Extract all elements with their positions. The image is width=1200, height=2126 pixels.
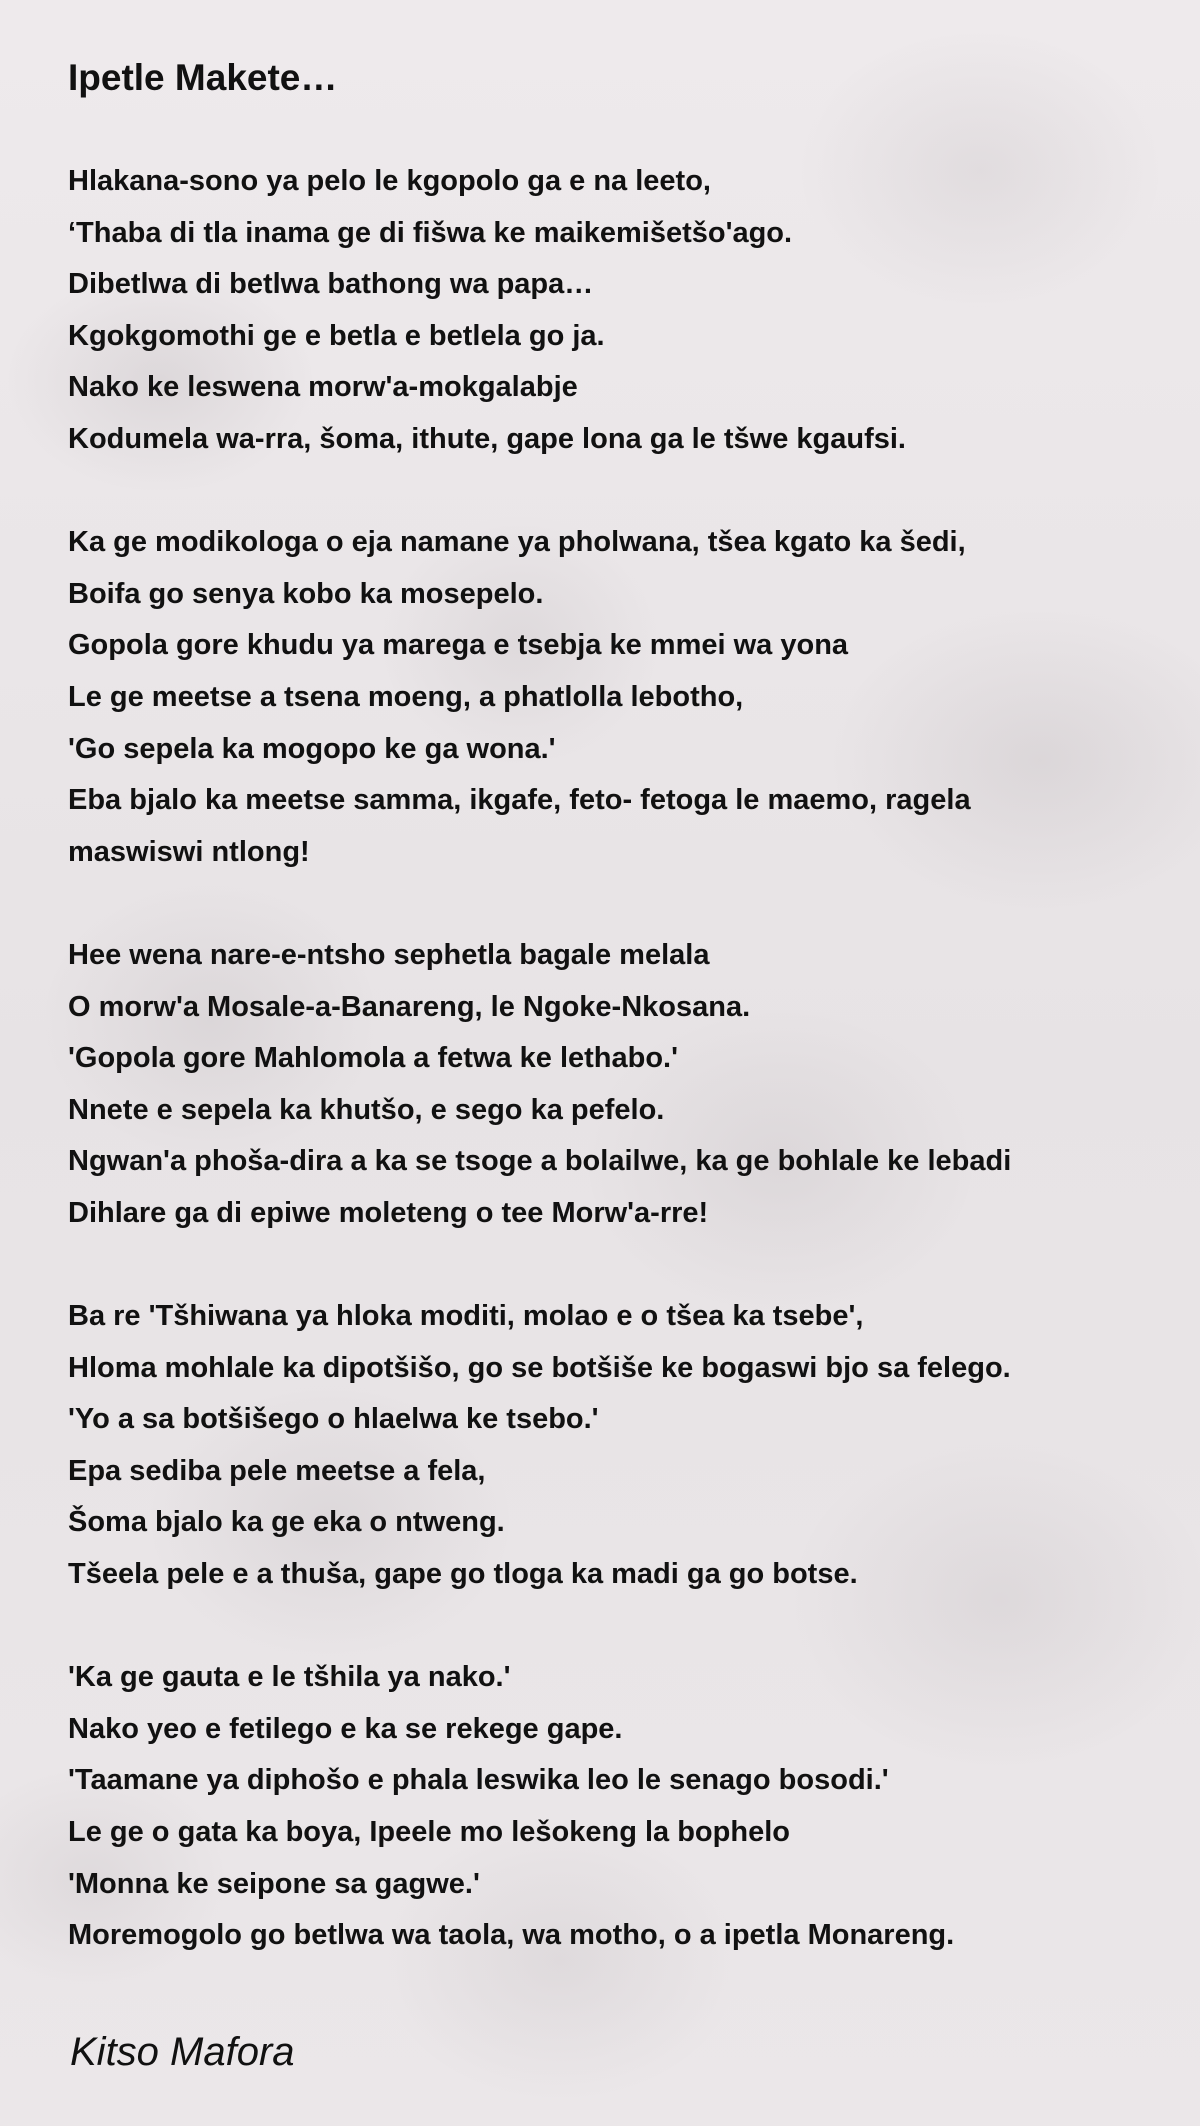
poem-line: Epa sediba pele meetse a fela, (68, 1454, 486, 1487)
poem-line: Eba bjalo ka meetse samma, ikgafe, feto- fetoga le maemo, ragela (68, 784, 971, 817)
poem-line: Le ge o gata ka boya, Ipeele mo lešokeng la bophelo (68, 1816, 790, 1848)
poem-line: Moremogolo go betlwa wa taola, wa motho, o a ipetla Monareng. (68, 1919, 955, 1952)
poem-line: Ngwan'a phoša-dira a ka se tsoge a bolailwe, ka ge bohlale ke lebadi (68, 1145, 1012, 1178)
poem-line: 'Ka ge gauta e le tšhila ya nako.' (68, 1661, 511, 1694)
poem-line: Ka ge modikologa o eja namane ya pholwana, tšea kgato ka šedi, (68, 526, 966, 559)
stanza-4 (68, 1291, 1168, 1601)
poem-line: Gopola gore khudu ya marega e tsebja ke mmei wa yona (68, 629, 849, 662)
poem-line: Boifa go senya kobo ka mosepelo. (68, 577, 544, 610)
stanza-3 (68, 930, 1168, 1240)
poem (68, 52, 1168, 2013)
poem-line: Kodumela wa-rra, šoma, ithute, gape lona ga le tšwe kgaufsi. (68, 422, 906, 455)
poem-line: O morw'a Mosale-a-Banareng, le Ngoke-Nkosana. (68, 990, 751, 1023)
poem-line: 'Gopola gore Mahlomola a fetwa ke lethabo.' (68, 1042, 679, 1075)
poem-line: Tšeela pele e a thuša, gape go tloga ka madi ga go botse. (68, 1558, 858, 1591)
poem-line: Ba re 'Tšhiwana ya hloka moditi, molao e o tšea ka tsebe', (68, 1300, 864, 1333)
poem-line: Kgokgomothi ge e betla e betlela go ja. (68, 319, 605, 352)
poem-line: Nnete e sepela ka khutšo, e sego ka pefelo. (68, 1093, 665, 1126)
poem-line: 'Monna ke seipone sa gagwe.' (68, 1867, 480, 1900)
poem-body (68, 156, 1168, 1962)
poem-line: Šoma bjalo ka ge eka o ntweng. (68, 1506, 505, 1539)
stanza-5 (68, 1652, 1168, 1962)
poem-line: Dihlare ga di epiwe moleteng o tee Morw'a-rre! (68, 1196, 709, 1229)
stanza-1 (68, 156, 1168, 466)
poem-line: Hlakana-sono ya pelo le kgopolo ga e na leeto, (68, 165, 711, 197)
poem-line: Dibetlwa di betlwa bathong wa papa… (68, 268, 594, 301)
poem-line: Nako ke leswena morw'a-mokgalabje (68, 371, 578, 404)
poem-line: maswiswi ntlong! (68, 835, 310, 868)
poem-line: ‘Thaba di tla inama ge di fišwa ke maikemišetšo'ago. (68, 216, 793, 249)
poem-line: Le ge meetse a tsena moeng, a phatlolla lebotho, (68, 680, 744, 713)
poem-line: 'Taamane ya diphošo e phala leswika leo le senago bosodi.' (68, 1764, 889, 1797)
poem-author: Kitso Mafora (70, 2030, 295, 2074)
stanza-2 (68, 517, 1168, 878)
poem-line: 'Go sepela ka mogopo ke ga wona.' (68, 732, 556, 765)
poem-line: Hee wena nare-e-ntsho sephetla bagale melala (68, 938, 710, 971)
poem-line: 'Yo a sa botšišego o hlaelwa ke tsebo.' (68, 1403, 599, 1436)
poem-line: Nako yeo e fetilego e ka se rekege gape. (68, 1712, 623, 1745)
poem-title: Ipetle Makete… (68, 57, 338, 98)
poem-line: Hloma mohlale ka dipotšišo, go se botšiše ke bogaswi bjo sa felego. (68, 1351, 1011, 1384)
